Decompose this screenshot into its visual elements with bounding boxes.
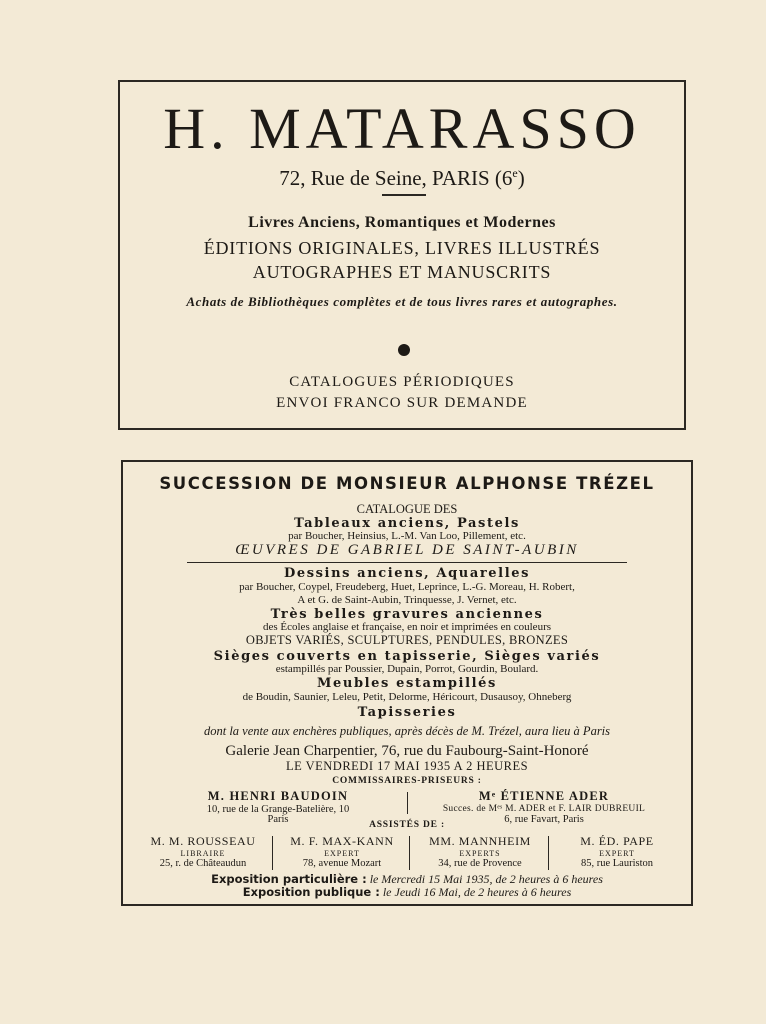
rousseau-block — [135, 834, 271, 869]
mannheim-block — [413, 834, 547, 869]
meubles-makers: de Boudin, Saunier, Leleu, Petit, Delorme, Héricourt, Dusausoy, Ohneberg — [242, 691, 572, 703]
rousseau-name: M. M. ROUSSEAU — [150, 834, 256, 848]
baudoin-address: 10, rue de la Grange-Batelière, 10 — [206, 804, 350, 815]
column-divider — [548, 836, 549, 870]
bookseller-address: 72, Rue de Seine, PARIS (6e) — [279, 166, 525, 190]
private-exhibition: Exposition particulière : le Mercredi 15 Mai 1935, de 2 heures à 6 heures — [211, 872, 603, 886]
gallery-address: Galerie Jean Charpentier, 76, rue du Faubourg-Saint-Honoré — [225, 743, 589, 759]
sale-date: LE VENDREDI 17 MAI 1935 A 2 HEURES — [285, 759, 529, 773]
mannheim-name: MM. MANNHEIM — [429, 834, 531, 848]
bullet-dot — [398, 344, 410, 356]
pape-block — [551, 834, 683, 869]
purchases-line: Achats de Bibliothèques complètes et de tous livres rares et autographes. — [186, 294, 618, 309]
tapisseries-heading: Tapisseries — [357, 705, 457, 720]
meubles-heading: Meubles estampillés — [317, 676, 497, 691]
pape-role: EXPERT — [599, 849, 635, 858]
assistes-label: ASSISTÉS DE : — [369, 820, 445, 830]
maxkann-address: 78, avenue Mozart — [302, 858, 382, 869]
maxkann-name: M. F. MAX-KANN — [290, 834, 394, 848]
tableaux-artists: par Boucher, Heinsius, L.-M. Van Loo, Pillement, etc. — [288, 530, 526, 542]
oeuvres-heading: ŒUVRES DE GABRIEL DE SAINT-AUBIN — [235, 542, 579, 558]
column-divider — [409, 836, 410, 870]
bookseller-name: H. MATARASSO — [163, 96, 641, 161]
dessins-heading: Dessins anciens, Aquarelles — [283, 566, 531, 581]
column-divider — [272, 836, 273, 870]
maxkann-role: EXPERT — [324, 849, 360, 858]
pape-address: 85, rue Lauriston — [580, 858, 654, 869]
envoi-line: ENVOI FRANCO SUR DEMANDE — [276, 395, 528, 411]
tableaux-heading: Tableaux anciens, Pastels — [294, 516, 520, 531]
sieges-description: estampillés par Poussier, Dupain, Porrot, Gourdin, Boulard. — [275, 663, 539, 675]
rousseau-role: LIBRAIRE — [180, 849, 226, 858]
dessins-artists-1: par Boucher, Coypel, Freudeberg, Huet, Leprince, L.-G. Moreau, H. Robert, — [239, 581, 575, 593]
catalogues-line: CATALOGUES PÉRIODIQUES — [289, 374, 515, 390]
public-exhibition: Exposition publique : le Jeudi 16 Mai, de 2 heures à 6 heures — [242, 885, 572, 899]
catalogue-label: CATALOGUE DES — [356, 502, 458, 516]
column-divider — [407, 792, 408, 814]
editions-line: ÉDITIONS ORIGINALES, LIVRES ILLUSTRÉS — [203, 238, 601, 258]
sieges-heading: Sièges couverts en tapisserie, Sièges variés — [213, 649, 601, 664]
succession-heading: SUCCESSION DE MONSIEUR ALPHONSE TRÉZEL — [159, 474, 655, 493]
baudoin-name: M. HENRI BAUDOIN — [207, 789, 349, 803]
mannheim-role: EXPERTS — [459, 849, 501, 858]
baudoin-city: Paris — [267, 814, 289, 825]
oeuvres-underline — [187, 562, 627, 563]
trezel-auction-advertisement — [121, 460, 693, 906]
rousseau-address: 25, r. de Châteaudun — [159, 858, 247, 869]
ader-succession: Succes. de Mᵉˢ M. ADER et F. LAIR DUBREUIL — [442, 804, 646, 814]
commissaires-label: COMMISSAIRES-PRISEURS : — [332, 776, 482, 786]
dessins-artists-2: A et G. de Saint-Aubin, Trinquesse, J. Vernet, etc. — [297, 594, 517, 606]
pape-name: M. ÉD. PAPE — [580, 834, 654, 848]
matarasso-advertisement — [118, 80, 686, 430]
books-line: Livres Anciens, Romantiques et Modernes — [248, 214, 556, 231]
maxkann-block — [275, 834, 409, 869]
gravures-description: des Écoles anglaise et française, en noir et imprimées en couleurs — [262, 621, 552, 633]
mannheim-address: 34, rue de Provence — [438, 858, 522, 869]
objets-line: OBJETS VARIÉS, SCULPTURES, PENDULES, BRONZES — [245, 633, 569, 647]
autographs-line: AUTOGRAPHES ET MANUSCRITS — [252, 262, 552, 282]
ader-address: 6, rue Favart, Paris — [504, 814, 584, 825]
sale-notice: dont la vente aux enchères publiques, après décès de M. Trézel, aura lieu à Paris — [203, 724, 611, 738]
ader-name: Mᵉ ÉTIENNE ADER — [478, 789, 610, 803]
gravures-heading: Très belles gravures anciennes — [270, 607, 544, 622]
divider — [382, 194, 426, 196]
